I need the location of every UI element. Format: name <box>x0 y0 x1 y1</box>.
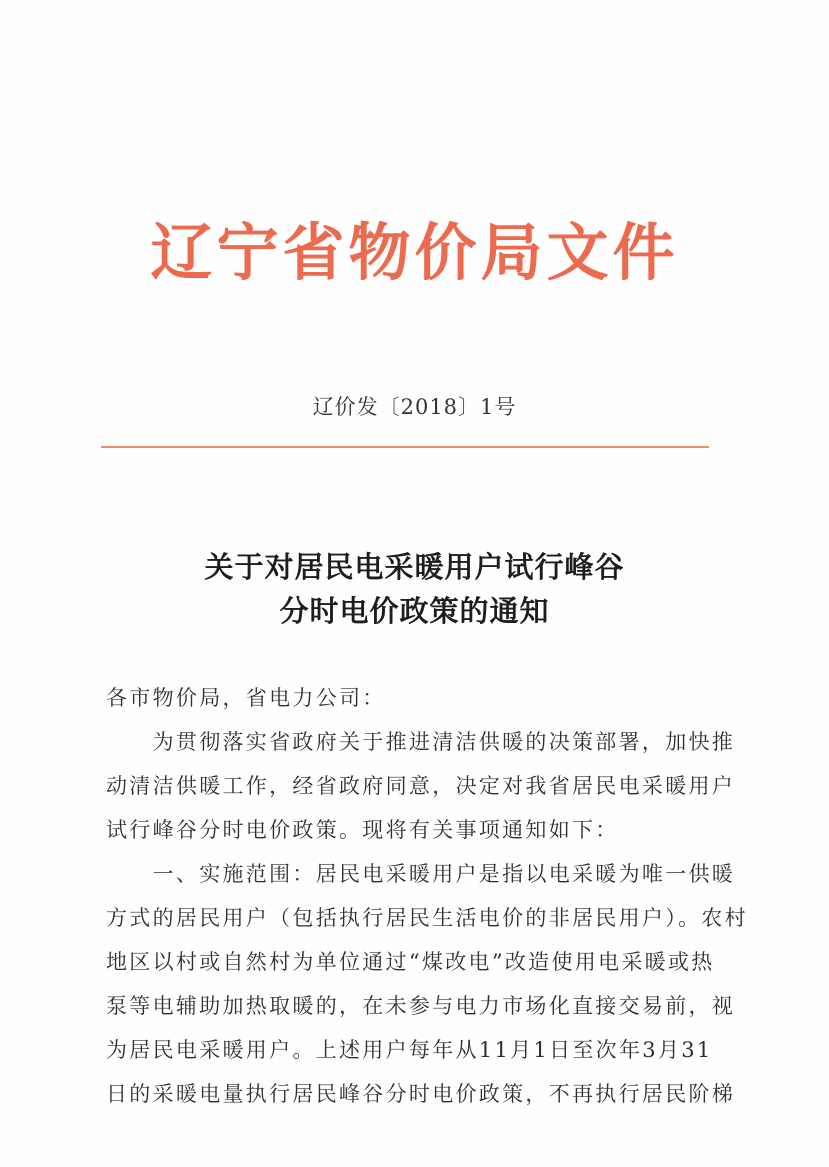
document-subject-line-2: 分时电价政策的通知 <box>279 594 550 628</box>
body-line: 日的采暖电量执行居民峰谷分时电价政策，不再执行居民阶梯 <box>106 1082 736 1106</box>
red-divider-line <box>101 446 709 448</box>
salutation: 各市物价局，省电力公司： <box>106 686 386 710</box>
document-subject-line-1: 关于对居民电采暖用户试行峰谷 <box>204 550 625 584</box>
body-line: 为贯彻落实省政府关于推进清洁供暖的决策部署，加快推 <box>106 730 736 754</box>
body-line: 泵等电辅助加热取暖的，在未参与电力市场化直接交易前，视 <box>106 994 736 1018</box>
body-line: 为居民电采暖用户。上述用户每年从11月1日至次年3月31 <box>106 1038 713 1062</box>
body-line: 地区以村或自然村为单位通过“煤改电”改造使用电采暖或热 <box>106 950 715 974</box>
body-line: 动清洁供暖工作，经省政府同意，决定对我省居民电采暖用户 <box>106 774 736 798</box>
body-line: 一、实施范围：居民电采暖用户是指以电采暖为唯一供暖 <box>106 862 736 886</box>
body-line: 试行峰谷分时电价政策。现将有关事项通知如下： <box>106 818 619 842</box>
document-number: 辽价发〔2018〕1号 <box>312 395 517 419</box>
issuing-authority-header: 辽宁省物价局文件 <box>150 216 679 289</box>
body-line: 方式的居民用户（包括执行居民生活电价的非居民用户）。农村 <box>106 906 748 930</box>
